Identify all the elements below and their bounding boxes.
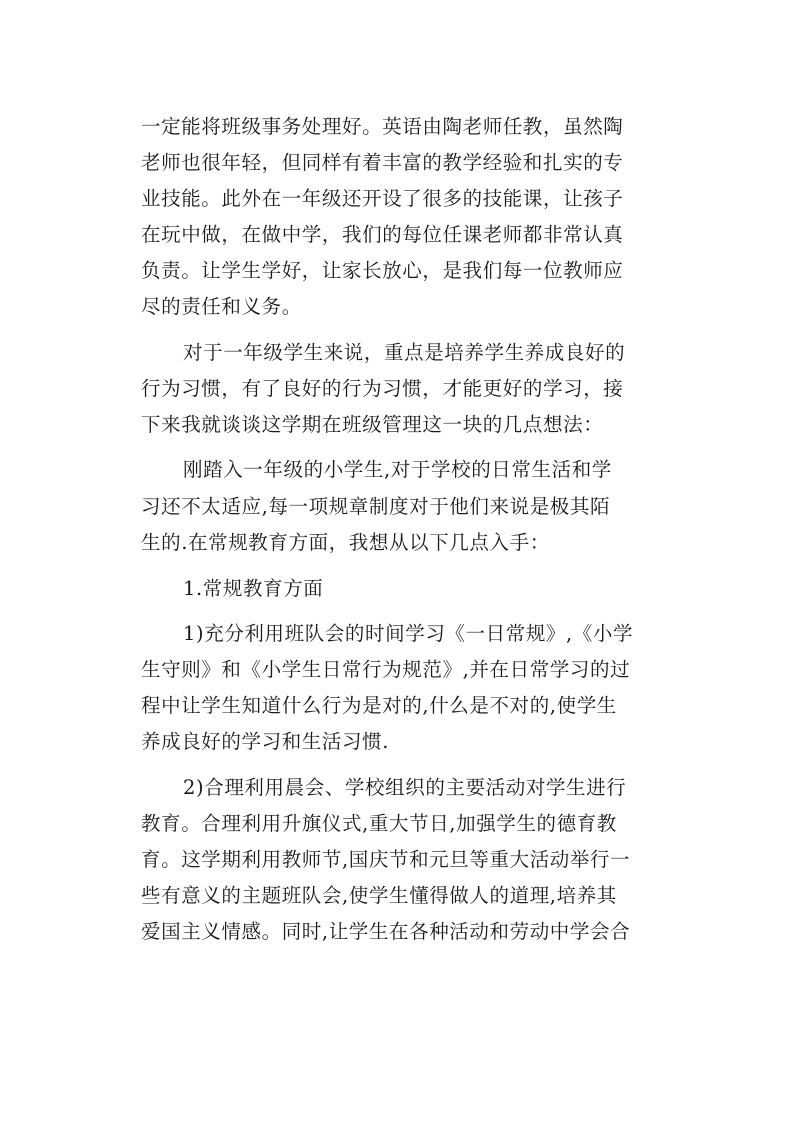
text-line: 生的.在常规教育方面，我想从以下几点入手： [141, 531, 550, 554]
text-line: 育。这学期利用教师节,国庆节和元旦等重大活动举行一 [141, 848, 631, 871]
paragraph-first-line: 对于一年级学生来说，重点是培养学生养成良好的 [183, 341, 626, 364]
text-line: 生守则》和《小学生日常行为规范》,并在日常学习的过 [141, 658, 631, 681]
text-line: 教育。合理利用升旗仪式,重大节日,加强学生的德育教 [141, 812, 617, 835]
text-line: 爱国主义情感。同时,让学生在各种活动和劳动中学会合 [141, 920, 631, 943]
text-line: 程中让学生知道什么行为是对的,什么是不对的,使学生 [141, 694, 617, 717]
text-line: 养成良好的学习和生活习惯. [141, 730, 389, 753]
paragraph-first-line: 2)合理利用晨会、学校组织的主要活动对学生进行 [183, 776, 627, 799]
text-line: 一定能将班级事务处理好。英语由陶老师任教，虽然陶 [141, 115, 624, 138]
paragraph-first-line: 1)充分利用班队会的时间学习《一日常规》,《小学 [183, 622, 634, 645]
text-line: 些有意义的主题班队会,使学生懂得做人的道理,培养其 [141, 884, 617, 907]
text-line: 在玩中做，在做中学，我们的每位任课老师都非常认真 [141, 223, 624, 246]
text-line: 业技能。此外在一年级还开设了很多的技能课，让孩子 [141, 187, 624, 210]
text-line: 习还不太适应,每一项规章制度对于他们来说是极其陌 [141, 495, 611, 518]
text-line: 下来我就谈谈这学期在班级管理这一块的几点想法： [141, 413, 604, 436]
text-line: 负责。让学生学好，让家长放心，是我们每一位教师应 [141, 259, 624, 282]
text-line: 老师也很年轻，但同样有着丰富的教学经验和扎实的专 [141, 151, 624, 174]
paragraph-first-line: 刚踏入一年级的小学生,对于学校的日常生活和学 [183, 458, 612, 481]
text-line: 尽的责任和义务。 [141, 295, 302, 318]
section-heading: 1.常规教育方面 [183, 577, 324, 600]
text-line: 行为习惯，有了良好的行为习惯，才能更好的学习，接 [141, 377, 624, 400]
